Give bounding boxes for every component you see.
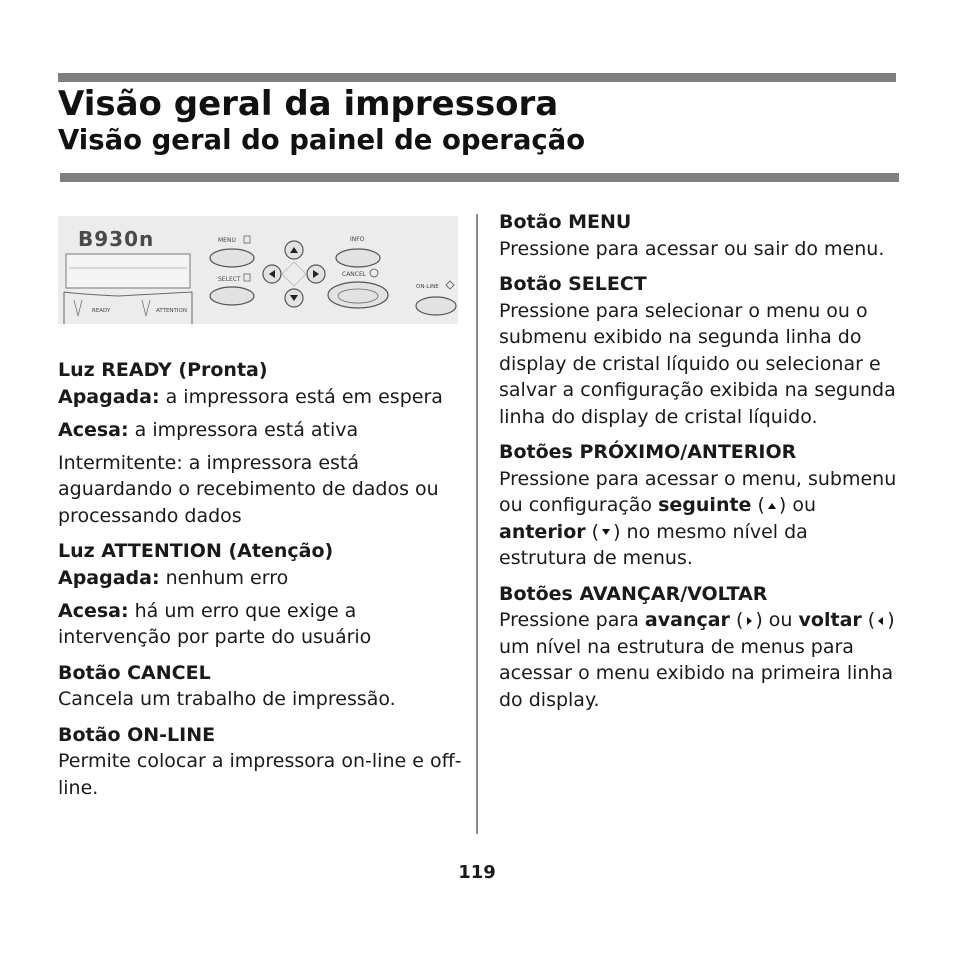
left-column [58,357,463,801]
ready-off-line [58,384,463,411]
fwd-text-2: ( [729,609,744,631]
menu-label: MENU [218,237,236,244]
attention-off-text: nenhum erro [159,566,289,589]
menu-button[interactable] [210,249,254,267]
right-column [499,209,899,713]
nav-heading: Botões PRÓXIMO/ANTERIOR [499,441,797,463]
fwd-text [499,607,899,713]
ready-heading: Luz READY (Pronta) [58,359,268,381]
ready-off-text: a impressora está em espera [159,385,443,408]
fwd-back-word: voltar [798,609,862,631]
nav-prev-word: anterior [499,520,586,543]
fwd-forward-word: avançar [644,609,730,631]
fwd-text-1: Pressione para [499,609,645,631]
page-number: 119 [458,862,496,883]
attention-on-label: Acesa: [58,599,129,622]
ready-off-label: Apagada: [58,385,160,408]
nav-next-word: seguinte [658,494,752,516]
fwd-heading: Botões AVANÇAR/VOLTAR [499,582,768,605]
top-rule [58,73,896,82]
online-heading: Botão ON-LINE [58,723,216,746]
ready-blink-text: Intermitente: a impressora está aguardando o recebimento de dados ou processando dados [58,451,439,527]
select-heading: Botão SELECT [499,273,647,295]
select-label: SELECT [218,276,241,283]
left-arrow-icon [875,614,887,628]
up-arrow-icon [765,500,779,512]
cancel-button[interactable] [328,282,388,308]
bottom-rule [60,173,899,182]
attention-off-line [58,565,463,592]
ready-label: READY [92,308,111,314]
fwd-text-4: ( [861,609,876,631]
online-text: Permite colocar a impressora on-line e off-line. [58,750,462,799]
online-button[interactable] [416,297,456,315]
nav-text-2: ( [751,494,765,516]
attention-label: ATTENTION [156,308,187,314]
info-button[interactable] [336,249,380,267]
page-subtitle: Visão geral do painel de operação [58,124,586,156]
ready-on-line [58,417,463,444]
fwd-text-5: ) um nível na estrutura de menus para acessar o menu exibido na primeira linha do display. [499,609,895,711]
online-label: ON-LINE [416,284,439,290]
nav-text-3: ) ou [778,494,817,516]
select-button[interactable] [210,287,254,305]
nav-text-1: Pressione para acessar o menu, submenu ou configuração [499,467,897,516]
select-text: Pressione para selecionar o menu ou o submenu exibido na segunda linha do display de cristal líquido ou selecionar e salvar a configuração exibida na segunda linha do display de cristal líquido. [499,299,896,428]
nav-text [499,466,899,572]
cancel-heading: Botão CANCEL [58,661,211,684]
attention-heading: Luz ATTENTION (Atenção) [58,540,334,562]
panel-model-text: B930n [78,227,155,251]
right-arrow-icon [743,614,755,628]
cancel-text: Cancela um trabalho de impressão. [58,688,396,710]
lcd-display [66,254,190,288]
operator-panel-illustration [58,216,458,324]
nav-text-4: ( [585,520,600,543]
menu-text: Pressione para acessar ou sair do menu. [499,237,885,260]
ready-on-label: Acesa: [58,418,129,441]
down-arrow-icon [599,526,613,538]
fwd-text-3: ) ou [755,609,799,631]
page-title: Visão geral da impressora [58,84,559,124]
column-divider [476,214,478,834]
operator-panel-image [58,216,458,324]
info-label: INFO [350,236,365,243]
attention-on-text: há um erro que exige a intervenção por parte do usuário [58,599,372,648]
attention-on-line [58,598,463,651]
menu-heading: Botão MENU [499,211,632,233]
cancel-label: CANCEL [342,271,367,278]
nav-text-5: ) no mesmo nível da estrutura de menus. [499,520,808,569]
attention-off-label: Apagada: [58,566,160,589]
ready-on-text: a impressora está ativa [128,418,359,441]
